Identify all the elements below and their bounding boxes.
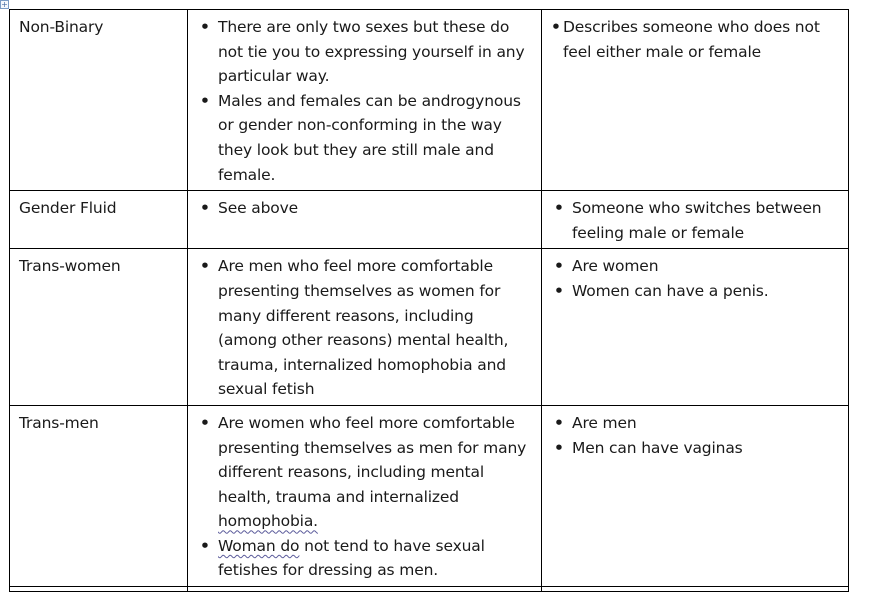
term-cell[interactable]: Non-Binary xyxy=(10,10,188,191)
gender-terms-table xyxy=(9,9,849,592)
list-item: • Men can have vaginas xyxy=(551,436,840,461)
table-move-handle[interactable]: + xyxy=(1,0,8,9)
term-cell[interactable]: Trans-women xyxy=(10,249,188,406)
list-item: • Are men who feel more comfortable presenting themselves as women for many different reasons, including (among other reasons) mental health, trauma, internalized homophobia and sexual fetish xyxy=(197,254,533,402)
definition-cell[interactable] xyxy=(542,191,849,249)
definition-cell[interactable] xyxy=(542,10,849,191)
spellcheck-flagged-word[interactable]: homophobia. xyxy=(218,512,318,531)
list-item: • See above xyxy=(197,196,533,221)
definition-cell[interactable] xyxy=(542,587,849,592)
spellcheck-flagged-word[interactable]: Woman do xyxy=(218,536,300,555)
table-row xyxy=(10,249,849,406)
definition-cell[interactable] xyxy=(542,249,849,406)
list-item: • Are men xyxy=(551,411,840,436)
list-item: • Describes someone who does not feel either male or female xyxy=(551,15,840,64)
list-item xyxy=(197,411,533,534)
list-item: • Someone who switches between feeling male or female xyxy=(551,196,840,245)
description-cell[interactable] xyxy=(188,10,542,191)
term-cell[interactable]: Trans-men xyxy=(10,405,188,586)
list-item-text: not tend to have sexual fetishes for dressing as men. xyxy=(218,536,485,580)
description-cell[interactable] xyxy=(188,405,542,586)
table-row xyxy=(10,10,849,191)
list-item xyxy=(197,534,533,583)
list-item: • Are women xyxy=(551,254,840,279)
definition-cell[interactable] xyxy=(542,405,849,586)
table-row xyxy=(10,191,849,249)
list-item: • Males and females can be androgynous or gender non-conforming in the way they look but they are still male and female. xyxy=(197,89,533,187)
description-cell[interactable] xyxy=(188,249,542,406)
description-cell[interactable] xyxy=(188,587,542,592)
list-item-text: Are women who feel more comfortable presenting themselves as men for many different reasons, including mental health, trauma and internalized xyxy=(218,413,527,506)
list-item: • There are only two sexes but these do not tie you to expressing yourself in any particular way. xyxy=(197,15,533,89)
table-row xyxy=(10,405,849,586)
term-cell[interactable] xyxy=(10,587,188,592)
list-item: • Women can have a penis. xyxy=(551,279,840,304)
description-cell[interactable] xyxy=(188,191,542,249)
term-cell[interactable]: Gender Fluid xyxy=(10,191,188,249)
table-row xyxy=(10,587,849,592)
